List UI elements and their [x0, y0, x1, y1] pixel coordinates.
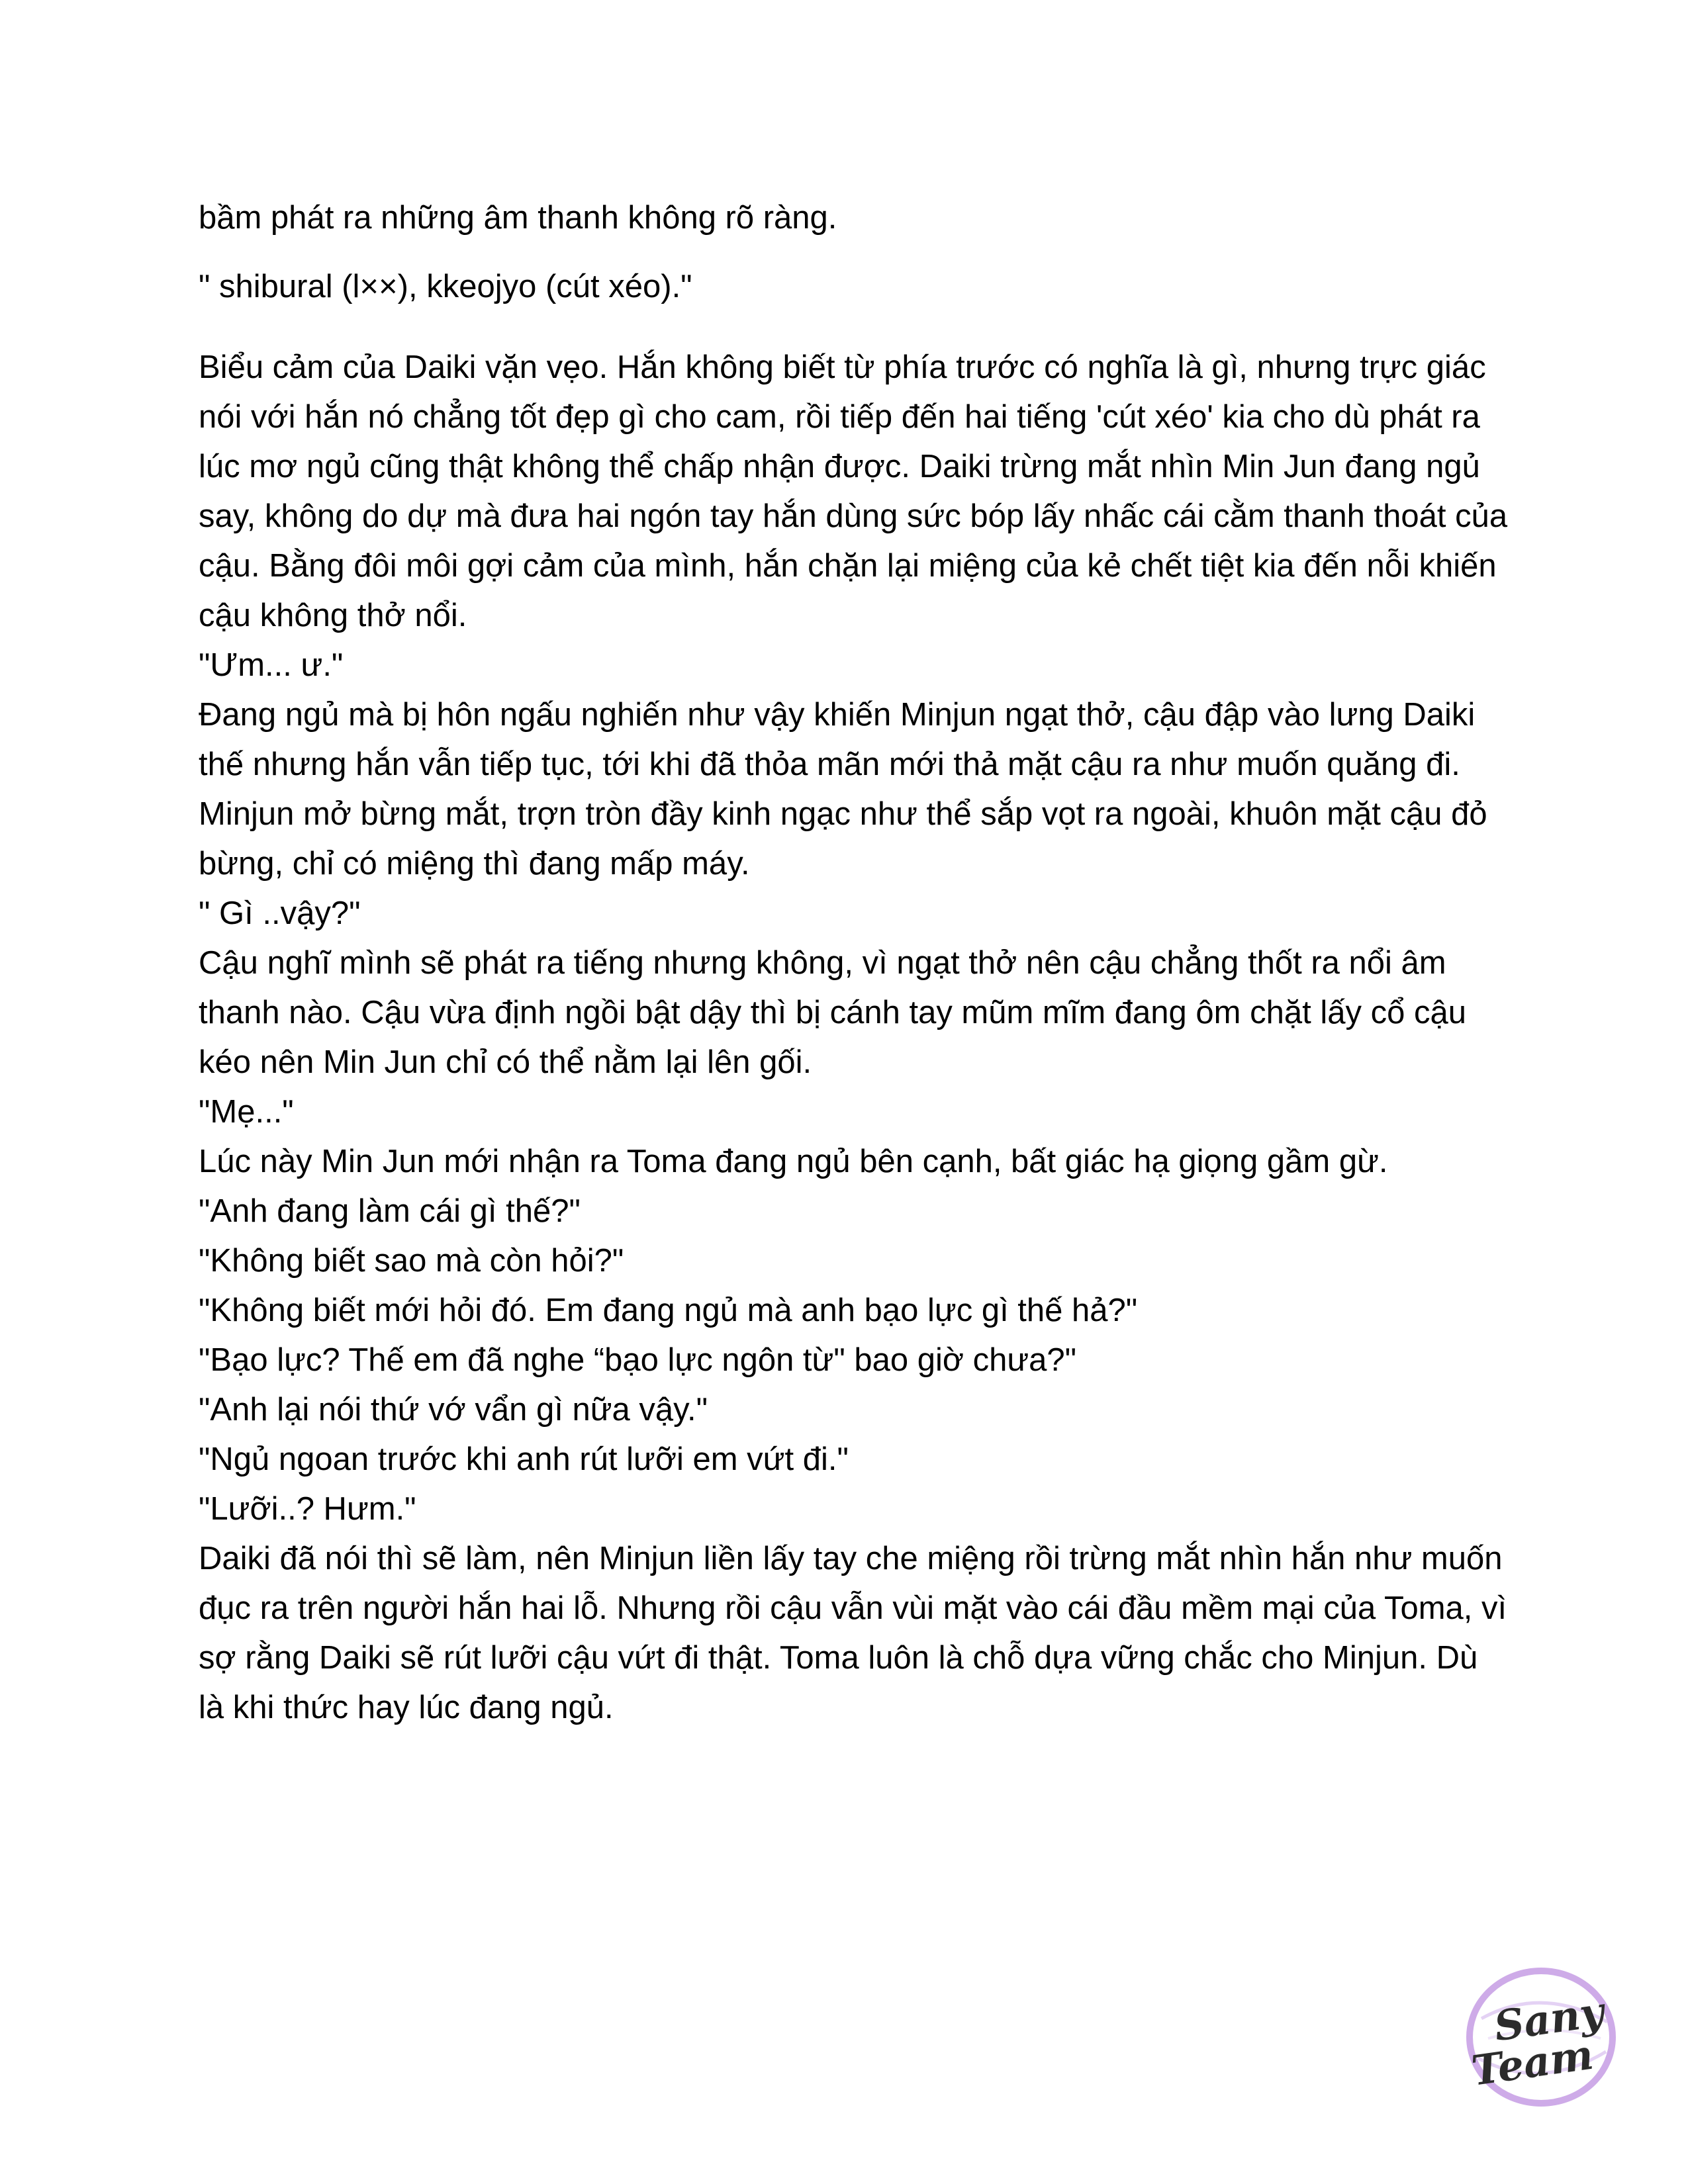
logo-text-line1: Sany: [1491, 1987, 1607, 2051]
paragraph-15: "Ngủ ngoan trước khi anh rút lưỡi em vứt đi.": [199, 1441, 849, 1477]
paragraph-17: Daiki đã nói thì sẽ làm, nên Minjun liền lấy tay che miệng rồi trừng mắt nhìn hắn như muốn đục ra trên người hắn hai lỗ. Nhưng rồi cậu vẫn vùi mặt vào cái đầu mềm mại của Toma, vì sợ rằng Daiki sẽ rút lưỡi cậu vứt đi thật. Toma luôn là chỗ dựa vững chắc cho Minjun. Dù là khi thức hay lúc đang ngủ.: [199, 1541, 1507, 1725]
paragraph-9: Lúc này Min Jun mới nhận ra Toma đang ngủ bên cạnh, bất giác hạ giọng gầm gừ.: [199, 1144, 1388, 1179]
paragraph-6: " Gì ..vậy?": [199, 895, 361, 931]
paragraph-2: " shibural (l××), kkeojyo (cút xéo).": [199, 269, 692, 304]
paragraph-1: bầm phát ra những âm thanh không rõ ràng.: [199, 200, 837, 236]
paragraph-16: "Lưỡi..? Hưm.": [199, 1491, 416, 1527]
paragraph-3: Biểu cảm của Daiki vặn vẹo. Hắn không biết từ phía trước có nghĩa là gì, nhưng trực giác nói với hắn nó chẳng tốt đẹp gì cho cam, rồi tiếp đến hai tiếng 'cút xéo' kia cho dù phát ra lúc mơ ngủ cũng thật không thể chấp nhận được. Daiki trừng mắt nhìn Min Jun đang ngủ say, không do dự mà đưa hai ngón tay hắn dùng sức bóp lấy nhấc cái cằm thanh thoát của cậu. Bằng đôi môi gợi cảm của mình, hắn chặn lại miệng của kẻ chết tiệt kia đến nỗi khiến cậu không thở nổi.: [199, 349, 1508, 633]
paragraph-4: "Ưm... ư.": [199, 647, 344, 683]
paragraph-10: "Anh đang làm cái gì thế?": [199, 1193, 581, 1229]
paragraph-12: "Không biết mới hỏi đó. Em đang ngủ mà anh bạo lực gì thế hả?": [199, 1293, 1138, 1328]
paragraph-5: Đang ngủ mà bị hôn ngấu nghiến như vậy khiến Minjun ngạt thở, cậu đập vào lưng Daiki thế nhưng hắn vẫn tiếp tục, tới khi đã thỏa mãn mới thả mặt cậu ra như muốn quăng đi. Minjun mở bừng mắt, trợn tròn đầy kinh ngạc như thể sắp vọt ra ngoài, khuôn mặt cậu đỏ bừng, chỉ có miệng thì đang mấp máy.: [199, 697, 1487, 882]
sany-team-logo: [1442, 1959, 1640, 2118]
paragraph-13: "Bạo lực? Thế em đã nghe “bạo lực ngôn từ" bao giờ chưa?": [199, 1342, 1077, 1378]
document-page: [199, 193, 1509, 1733]
paragraph-11: "Không biết sao mà còn hỏi?": [199, 1243, 624, 1279]
paragraph-14: "Anh lại nói thứ vớ vẩn gì nữa vậy.": [199, 1392, 708, 1428]
logo-text-line2: Team: [1468, 2030, 1597, 2095]
paragraph-7: Cậu nghĩ mình sẽ phát ra tiếng nhưng không, vì ngạt thở nên cậu chẳng thốt ra nổi âm thanh nào. Cậu vừa định ngồi bật dậy thì bị cánh tay mũm mĩm đang ôm chặt lấy cổ cậu kéo nên Min Jun chỉ có thể nằm lại lên gối.: [199, 945, 1466, 1080]
paragraph-8: "Mẹ...": [199, 1094, 294, 1130]
